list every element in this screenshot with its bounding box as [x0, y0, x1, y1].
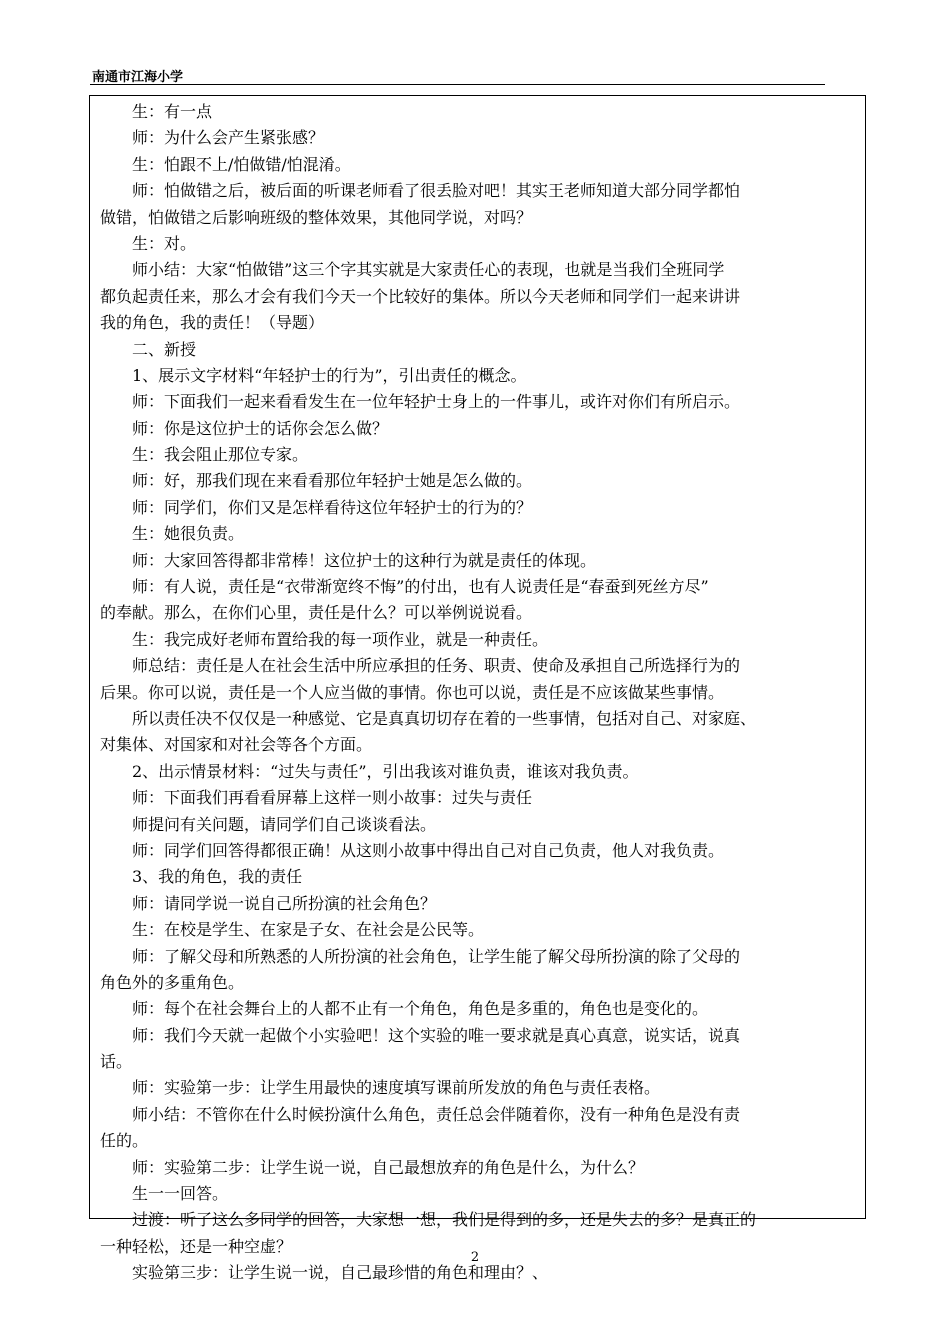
text-line: 对集体、对国家和对社会等各个方面。 — [100, 735, 373, 755]
text-line: 师：下面我们一起来看看发生在一位年轻护士身上的一件事儿，或许对你们有所启示。 — [132, 392, 741, 412]
text-line: 实验第三步：让学生说一说，自己最珍惜的角色和理由？、 — [132, 1263, 549, 1283]
text-line: 生一一回答。 — [132, 1184, 229, 1204]
text-line: 师：同学们，你们又是怎样看待这位年轻护士的行为的？ — [132, 497, 533, 517]
text-line: 师总结：责任是人在社会生活中所应承担的任务、职责、使命及承担自己所选择行为的 — [132, 656, 741, 676]
text-line: 师：实验第一步：让学生用最快的速度填写课前所发放的角色与责任表格。 — [132, 1078, 661, 1098]
text-line: 师：同学们回答得都很正确！从这则小故事中得出自己对自己负责，他人对我负责。 — [132, 840, 725, 860]
school-name-header: 南通市江海小学 — [92, 70, 184, 85]
text-line: 生：在校是学生、在家是子女、在社会是公民等。 — [132, 920, 485, 940]
text-line: 师小结：大家“怕做错”这三个字其实就是大家责任心的表现，也就是当我们全班同学 — [132, 260, 725, 280]
text-line: 过渡：听了这么多同学的回答，大家想一想，我们是得到的多，还是失去的多？是真正的 — [132, 1210, 757, 1230]
text-line: 话。 — [100, 1052, 133, 1072]
text-line: 师：有人说，责任是“衣带渐宽终不悔”的付出，也有人说责任是“春蚕到死丝方尽” — [132, 577, 709, 597]
text-line: 生：她很负责。 — [132, 524, 245, 544]
text-line: 师：你是这位护士的话你会怎么做？ — [132, 418, 389, 438]
text-line: 生：有一点 — [132, 102, 213, 121]
text-line: 生：我完成好老师布置给我的每一项作业，就是一种责任。 — [132, 629, 549, 649]
text-line: 师：每个在社会舞台上的人都不止有一个角色，角色是多重的，角色也是变化的。 — [132, 999, 709, 1019]
text-line: 一种轻松，还是一种空虚？ — [100, 1236, 293, 1256]
text-line: 3、我的角色，我的责任 — [132, 867, 303, 887]
text-line: 师：怕做错之后，被后面的听课老师看了很丢脸对吧！其实王老师知道大部分同学都怕 — [132, 181, 741, 201]
text-line: 的奉献。那么，在你们心里，责任是什么？可以举例说说看。 — [100, 603, 533, 623]
text-line: 二、新授 — [132, 339, 197, 359]
text-line: 师：大家回答得都非常棒！这位护士的这种行为就是责任的体现。 — [132, 550, 597, 570]
lesson-content-box — [89, 95, 866, 1283]
page-number: 2 — [470, 1250, 480, 1265]
text-line: 师：下面我们再看看屏幕上这样一则小故事：过失与责任 — [132, 788, 533, 808]
text-line: 我的角色，我的责任！（导题） — [100, 313, 325, 333]
text-line: 任的。 — [100, 1131, 149, 1151]
text-line: 角色外的多重角色。 — [100, 972, 245, 992]
text-line: 师提问有关问题，请同学们自己谈谈看法。 — [132, 814, 437, 834]
text-line: 生：我会阻止那位专家。 — [132, 445, 309, 465]
text-line: 生：对。 — [132, 233, 197, 253]
header-divider — [90, 84, 825, 85]
text-line: 做错，怕做错之后影响班级的整体效果，其他同学说，对吗？ — [100, 207, 533, 227]
text-line: 师：请同学说一说自己所扮演的社会角色？ — [132, 893, 437, 913]
text-line: 所以责任决不仅仅是一种感觉、它是真真切切存在着的一些事情，包括对自己、对家庭、 — [132, 708, 757, 728]
text-line: 后果。你可以说，责任是一个人应当做的事情。你也可以说，责任是不应该做某些事情。 — [100, 682, 725, 702]
text-line: 师：好，那我们现在来看看那位年轻护士她是怎么做的。 — [132, 471, 533, 491]
lesson-text — [100, 99, 855, 1287]
text-line: 师：了解父母和所熟悉的人所扮演的社会角色，让学生能了解父母所扮演的除了父母的 — [132, 946, 741, 966]
text-line: 都负起责任来，那么才会有我们今天一个比较好的集体。所以今天老师和同学们一起来讲讲 — [100, 286, 741, 306]
text-line: 生：怕跟不上/怕做错/怕混淆。 — [132, 154, 351, 174]
text-line: 2、出示情景材料：“过失与责任”，引出我该对谁负责，谁该对我负责。 — [132, 761, 639, 781]
text-line: 师：实验第二步：让学生说一说，自己最想放弃的角色是什么，为什么？ — [132, 1157, 645, 1177]
text-line: 师：为什么会产生紧张感？ — [132, 128, 325, 148]
text-line: 1、展示文字材料“年轻护士的行为”，引出责任的概念。 — [132, 365, 527, 385]
text-line: 师：我们今天就一起做个小实验吧！这个实验的唯一要求就是真心真意，说实话，说真 — [132, 1025, 741, 1045]
text-line: 师小结：不管你在什么时候扮演什么角色，责任总会伴随着你，没有一种角色是没有责 — [132, 1104, 741, 1124]
